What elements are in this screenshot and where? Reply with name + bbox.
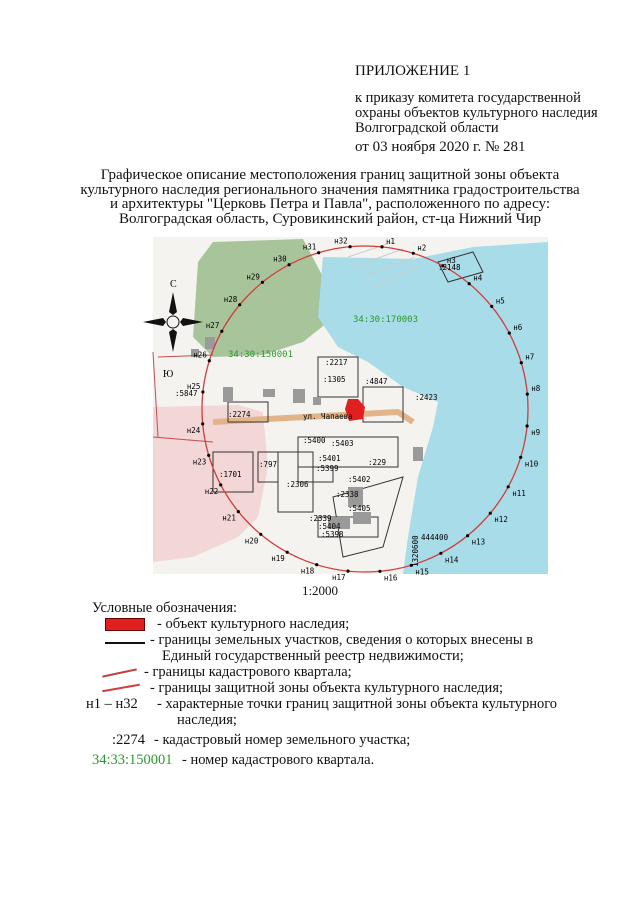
boundary-point-marker — [412, 252, 415, 255]
boundary-point-label: н28 — [223, 294, 238, 304]
boundary-point-marker — [489, 512, 492, 515]
boundary-point-marker — [259, 533, 262, 536]
legend-points-text: - характерные точки границ защитной зоны объекта культурного — [157, 696, 558, 712]
boundary-point-marker — [220, 330, 223, 333]
order-reference — [355, 91, 610, 136]
parcel-label: :4847 — [365, 377, 388, 386]
boundary-point-marker — [288, 263, 291, 266]
map-scale: 1:2000 — [301, 583, 339, 598]
legend-parcel-desc: - кадастровый номер земельного участка; — [154, 732, 411, 748]
legend-quarter-desc: - номер кадастрового квартала. — [182, 752, 375, 768]
boundary-point-marker — [286, 551, 289, 554]
parcel-label: :2274 — [228, 410, 251, 419]
appendix-label: ПРИЛОЖЕНИЕ 1 — [355, 63, 471, 79]
legend-row-parcel-number — [92, 732, 612, 748]
legend-parcel-text: - границы земельных участков, сведения о которых внесены в — [150, 632, 534, 648]
boundary-point-marker — [208, 359, 211, 362]
legend-row-heritage — [92, 616, 612, 632]
parcel-label: :5847 — [175, 389, 198, 398]
boundary-point-label: н5 — [495, 296, 505, 306]
quarter-label: 34:30:170003 — [353, 315, 419, 325]
parcel-label: :5398 — [321, 530, 344, 539]
boundary-point-marker — [466, 534, 469, 537]
legend-row-parcel-cont — [92, 648, 612, 664]
boundary-point-marker — [526, 424, 529, 427]
boundary-point-marker — [508, 332, 511, 335]
legend-parcel-key: :2274 — [112, 732, 146, 748]
legend-row-parcel — [92, 632, 612, 648]
boundary-point-marker — [349, 245, 352, 248]
order-line: охраны объектов культурного наследия — [355, 105, 598, 121]
boundary-point-marker — [346, 570, 349, 573]
parcel-label: :5400 — [303, 436, 326, 445]
legend-quarter-key: 34:33:150001 — [92, 752, 173, 768]
legend — [86, 600, 612, 768]
quarter-line-swatch — [102, 668, 137, 677]
boundary-point-marker — [207, 454, 210, 457]
parcel-label: :229 — [368, 458, 387, 467]
boundary-point-marker — [315, 563, 318, 566]
boundary-point-label: н19 — [271, 554, 285, 564]
legend-heading-row — [92, 600, 612, 616]
legend-row-quarter — [92, 664, 612, 680]
compass-south: Ю — [163, 369, 174, 380]
legend-zone-text: - границы защитной зоны объекта культурного наследия; — [150, 680, 504, 696]
boundary-point-marker — [201, 390, 204, 393]
boundary-point-label: н8 — [531, 384, 541, 394]
title-line: и архитектуры "Церковь Петра и Павла", расположенного по адресу: — [109, 196, 550, 212]
boundary-point-label: н27 — [205, 321, 220, 331]
boundary-point-label: н29 — [246, 272, 260, 282]
boundary-point-marker — [520, 361, 523, 364]
street-label: ул. Чапаева — [303, 412, 353, 421]
order-line: к приказу комитета государственной — [355, 90, 581, 106]
parcel-label: :2148 — [438, 263, 461, 272]
boundary-point-label: н6 — [513, 323, 523, 333]
parcel-label: :2217 — [325, 358, 348, 367]
order-line: Волгоградской области — [355, 120, 499, 136]
legend-points-text-cont: наследия; — [177, 712, 237, 728]
legend-row-points — [86, 696, 612, 712]
boundary-point-label: н3 — [446, 255, 456, 265]
document-title — [80, 168, 580, 226]
heritage-swatch — [105, 618, 145, 631]
boundary-point-marker — [219, 483, 222, 486]
cadastral-map — [153, 236, 548, 583]
boundary-point-label: н24 — [186, 425, 201, 435]
boundary-point-marker — [238, 303, 241, 306]
boundary-point-label: н23 — [192, 457, 207, 467]
legend-parcel-text-cont: Единый государственный реестр недвижимости; — [162, 648, 464, 664]
parcel-label: :2423 — [415, 393, 438, 402]
boundary-point-label: н20 — [244, 536, 259, 546]
boundary-point-label: н10 — [524, 459, 539, 469]
boundary-point-label: н30 — [273, 254, 287, 264]
legend-quarter-text: - границы кадастрового квартала; — [144, 664, 352, 680]
legend-row-quarter-number — [92, 752, 612, 768]
boundary-point-label: н2 — [417, 243, 427, 253]
boundary-point-label: н21 — [222, 513, 236, 523]
boundary-point-marker — [519, 456, 522, 459]
boundary-point-label: н25 — [186, 382, 201, 391]
boundary-point-label: н13 — [471, 537, 486, 547]
parcel-label: :2338 — [336, 490, 359, 499]
boundary-point-marker — [468, 282, 471, 285]
parcel-label: :5405 — [348, 504, 371, 513]
legend-heading: Условные обозначения: — [92, 600, 238, 616]
parcel-label: :5401 — [318, 454, 341, 463]
order-date: от 03 ноября 2020 г. № 281 — [355, 139, 526, 155]
boundary-point-label: н32 — [334, 236, 348, 246]
boundary-point-label: н31 — [302, 242, 317, 252]
boundary-point-label: н9 — [531, 428, 541, 437]
zone-line-swatch — [102, 684, 140, 692]
coord-label: 1320600 — [411, 535, 420, 567]
map-canvas — [153, 236, 548, 583]
boundary-point-marker — [490, 305, 493, 308]
boundary-point-marker — [201, 422, 204, 425]
coord-label: 444400 — [421, 533, 449, 542]
boundary-point-marker — [237, 510, 240, 513]
boundary-point-label: н22 — [204, 486, 219, 496]
legend-row-zone — [92, 680, 612, 696]
boundary-point-label: н17 — [332, 573, 346, 583]
boundary-point-label: н14 — [444, 555, 459, 565]
parcel-label: :1701 — [219, 470, 242, 479]
boundary-point-marker — [526, 393, 529, 396]
title-line: Волгоградская область, Суровикинский район, ст-ца Нижний Чир — [118, 210, 541, 227]
parcel-line-swatch — [105, 642, 145, 644]
boundary-point-label: н15 — [415, 567, 429, 577]
parcel-label: :5402 — [348, 475, 371, 484]
boundary-point-marker — [378, 570, 381, 573]
boundary-point-label: н1 — [386, 236, 396, 246]
boundary-point-label: н7 — [525, 352, 535, 362]
boundary-point-label: н26 — [193, 350, 207, 360]
legend-row-points-cont — [92, 712, 612, 728]
parcel-label: :5404 — [318, 522, 341, 531]
parcel-label: :5403 — [331, 439, 354, 448]
boundary-point-label: н18 — [300, 566, 315, 576]
boundary-point-label: н11 — [512, 488, 526, 498]
boundary-point-marker — [261, 281, 264, 284]
legend-points-key: н1 – н32 — [86, 696, 138, 712]
title-line: культурного наследия регионального значения памятника градостроительства — [80, 181, 580, 198]
boundary-point-label: н12 — [494, 515, 508, 525]
boundary-point-marker — [507, 485, 510, 488]
compass-north: С — [170, 279, 177, 290]
boundary-point-marker — [317, 251, 320, 254]
title-line: Графическое описание местоположения границ защитной зоны объекта — [100, 167, 560, 183]
legend-heritage-text: - объект культурного наследия; — [157, 616, 350, 632]
parcel-label: :1305 — [323, 375, 346, 384]
quarter-label: 34:30:150001 — [228, 350, 294, 360]
parcel-label: :2306 — [286, 480, 309, 489]
boundary-point-marker — [380, 245, 383, 248]
boundary-point-label: н16 — [383, 573, 398, 583]
parcel-label: :5399 — [316, 464, 339, 473]
parcel-label: :797 — [259, 460, 278, 469]
parcel-label: :2339 — [309, 514, 332, 523]
boundary-point-marker — [439, 552, 442, 555]
boundary-point-label: н4 — [473, 273, 483, 283]
